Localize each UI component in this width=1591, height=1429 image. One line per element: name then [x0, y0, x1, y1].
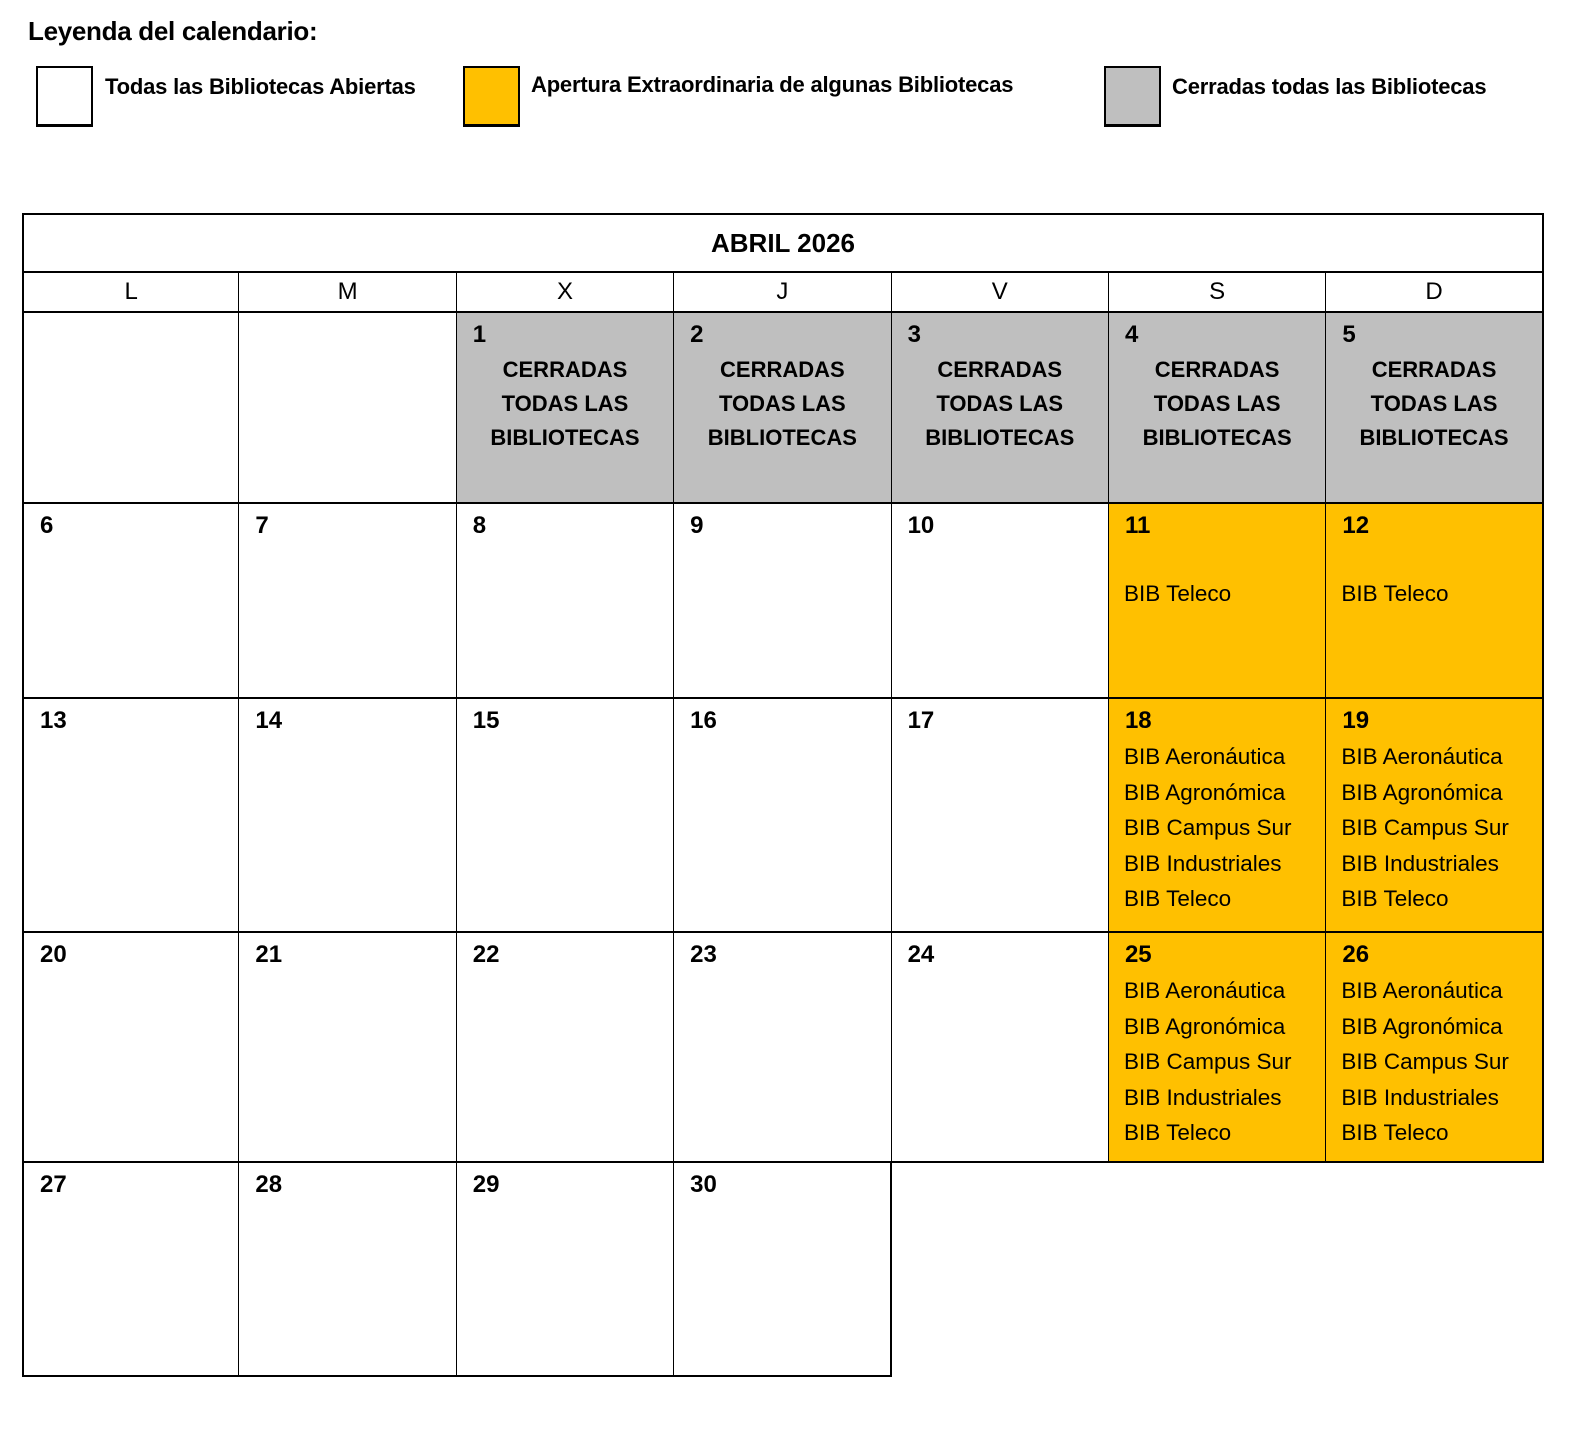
closed-notice: [457, 353, 673, 455]
day-number: 23: [690, 941, 717, 968]
closed-notice-line: CERRADAS: [1371, 357, 1497, 382]
calendar-title: ABRIL 2026: [22, 213, 1544, 273]
day-number: 16: [690, 707, 717, 734]
open-libraries-list: [1124, 973, 1292, 1151]
library-item: BIB Teleco: [1341, 1120, 1449, 1145]
calendar-day-2: [674, 313, 891, 504]
library-item: BIB Campus Sur: [1341, 815, 1509, 840]
calendar-day-29: [457, 1163, 674, 1377]
calendar-day-18: [1109, 699, 1326, 933]
closed-notice: [892, 353, 1108, 455]
calendar-day-15: [457, 699, 674, 933]
calendar-day-9: [674, 504, 891, 699]
calendar-weeks: [22, 313, 1544, 1377]
closed-notice-line: TODAS LAS: [1370, 391, 1498, 416]
day-number: 19: [1342, 707, 1370, 734]
calendar-blank: [1326, 1163, 1543, 1377]
closed-notice: [1109, 353, 1325, 455]
closed-notice-line: BIBLIOTECAS: [1142, 425, 1292, 450]
calendar-day-1: [457, 313, 674, 504]
weekday-header: D: [1326, 273, 1543, 313]
calendar-day-6: [22, 504, 239, 699]
calendar-day-27: [22, 1163, 239, 1377]
day-number: 2: [690, 321, 704, 348]
calendar-day-5: [1326, 313, 1543, 504]
day-number: 13: [40, 707, 67, 734]
calendar-empty-day: [239, 313, 456, 504]
calendar: [22, 213, 1544, 1377]
calendar-week-row: [22, 699, 1544, 933]
library-item: BIB Agronómica: [1341, 779, 1503, 805]
library-item: BIB Campus Sur: [1123, 815, 1292, 840]
legend-label-extraordinary: Apertura Extraordinaria de algunas Bibliotecas: [531, 72, 1014, 97]
calendar-week-row: [22, 504, 1544, 699]
closed-notice-line: BIBLIOTECAS: [707, 425, 857, 450]
open-libraries-list: [1341, 576, 1448, 612]
legend-title: Leyenda del calendario:: [28, 16, 318, 46]
calendar-day-10: [892, 504, 1109, 699]
calendar-day-19: [1326, 699, 1543, 933]
calendar-day-16: [674, 699, 891, 933]
closed-notice-line: BIBLIOTECAS: [925, 425, 1075, 450]
library-item: BIB Campus Sur: [1123, 1049, 1292, 1074]
library-item: BIB Campus Sur: [1341, 1049, 1509, 1074]
calendar-week-row: [22, 933, 1544, 1163]
calendar-day-26: [1326, 933, 1543, 1163]
calendar-day-25: [1109, 933, 1326, 1163]
closed-notice-line: TODAS LAS: [936, 391, 1064, 416]
library-item: BIB Agronómica: [1341, 1013, 1503, 1039]
closed-notice: [674, 353, 890, 455]
day-number: 9: [690, 512, 704, 539]
day-number: 24: [907, 941, 935, 968]
library-item: BIB Aeronáutica: [1341, 744, 1503, 769]
day-number: 14: [255, 707, 283, 734]
calendar-week-row: [22, 1163, 1544, 1377]
day-number: 3: [907, 321, 921, 348]
day-number: 17: [907, 707, 935, 734]
legend-swatch-closed: [1104, 66, 1161, 127]
calendar-day-14: [239, 699, 456, 933]
library-item: BIB Industriales: [1341, 850, 1499, 876]
day-number: 11: [1124, 512, 1151, 539]
day-number: 22: [472, 941, 500, 968]
closed-notice-line: CERRADAS: [937, 357, 1063, 382]
day-number: 8: [472, 512, 487, 539]
day-number: 7: [255, 512, 269, 539]
closed-notice-line: CERRADAS: [502, 357, 628, 382]
day-number: 5: [1342, 321, 1356, 348]
calendar-blank: [1109, 1163, 1326, 1377]
calendar-week-row: [22, 313, 1544, 504]
closed-notice-line: BIBLIOTECAS: [1359, 425, 1509, 450]
library-item: BIB Agronómica: [1123, 779, 1286, 805]
closed-notice-line: BIBLIOTECAS: [490, 425, 640, 450]
day-number: 15: [472, 707, 500, 734]
calendar-day-22: [457, 933, 674, 1163]
day-number: 10: [907, 512, 935, 539]
library-item: BIB Industriales: [1123, 1084, 1282, 1110]
library-item: BIB Agronómica: [1123, 1013, 1286, 1039]
day-number: 18: [1124, 707, 1152, 734]
open-libraries-list: [1124, 576, 1231, 612]
weekday-header: L: [22, 273, 239, 313]
calendar-day-30: [674, 1163, 891, 1377]
day-number: 12: [1342, 512, 1370, 539]
open-libraries-list: [1124, 739, 1292, 917]
calendar-day-17: [892, 699, 1109, 933]
calendar-blank: [892, 1163, 1109, 1377]
legend-swatch-open: [36, 66, 93, 127]
closed-notice-line: CERRADAS: [1154, 357, 1280, 382]
day-number: 20: [40, 941, 67, 968]
calendar-empty-day: [22, 313, 239, 504]
day-number: 4: [1124, 321, 1139, 348]
day-number: 21: [255, 941, 283, 968]
library-item: BIB Teleco: [1123, 581, 1232, 606]
library-item: BIB Teleco: [1341, 581, 1449, 606]
library-item: BIB Aeronáutica: [1123, 978, 1286, 1003]
day-number: 25: [1124, 941, 1152, 968]
calendar-day-21: [239, 933, 456, 1163]
weekday-header: V: [892, 273, 1109, 313]
calendar-day-3: [892, 313, 1109, 504]
calendar-day-28: [239, 1163, 456, 1377]
library-item: BIB Teleco: [1123, 886, 1232, 911]
library-item: BIB Aeronáutica: [1123, 744, 1286, 769]
legend-label-closed: Cerradas todas las Bibliotecas: [1172, 74, 1487, 99]
closed-notice-line: TODAS LAS: [1153, 391, 1281, 416]
calendar-day-24: [892, 933, 1109, 1163]
day-number: 26: [1342, 941, 1370, 968]
day-number: 29: [472, 1171, 500, 1198]
calendar-day-23: [674, 933, 891, 1163]
weekday-header: S: [1109, 273, 1326, 313]
calendar-day-4: [1109, 313, 1326, 504]
day-number: 27: [40, 1171, 67, 1198]
calendar-day-20: [22, 933, 239, 1163]
legend-label-open: Todas las Bibliotecas Abiertas: [105, 74, 416, 99]
closed-notice-line: TODAS LAS: [719, 391, 846, 416]
open-libraries-list: [1341, 973, 1509, 1151]
library-item: BIB Teleco: [1341, 886, 1449, 911]
library-item: BIB Industriales: [1341, 1084, 1499, 1110]
day-number: 1: [472, 321, 487, 348]
weekday-header-row: [22, 273, 1544, 313]
day-number: 28: [255, 1171, 283, 1198]
calendar-day-11: [1109, 504, 1326, 699]
weekday-header: J: [674, 273, 891, 313]
day-number: 6: [40, 512, 54, 539]
library-item: BIB Teleco: [1123, 1120, 1232, 1145]
library-item: BIB Industriales: [1123, 850, 1282, 876]
open-libraries-list: [1341, 739, 1509, 917]
calendar-day-8: [457, 504, 674, 699]
calendar-day-12: [1326, 504, 1543, 699]
closed-notice-line: TODAS LAS: [501, 391, 629, 416]
library-item: BIB Aeronáutica: [1341, 978, 1503, 1003]
weekday-header: X: [457, 273, 674, 313]
calendar-day-13: [22, 699, 239, 933]
legend-swatch-extraordinary: [463, 66, 520, 127]
calendar-day-7: [239, 504, 456, 699]
day-number: 30: [690, 1171, 717, 1198]
closed-notice-line: CERRADAS: [720, 357, 845, 382]
weekday-header: M: [239, 273, 456, 313]
closed-notice: [1326, 353, 1541, 455]
